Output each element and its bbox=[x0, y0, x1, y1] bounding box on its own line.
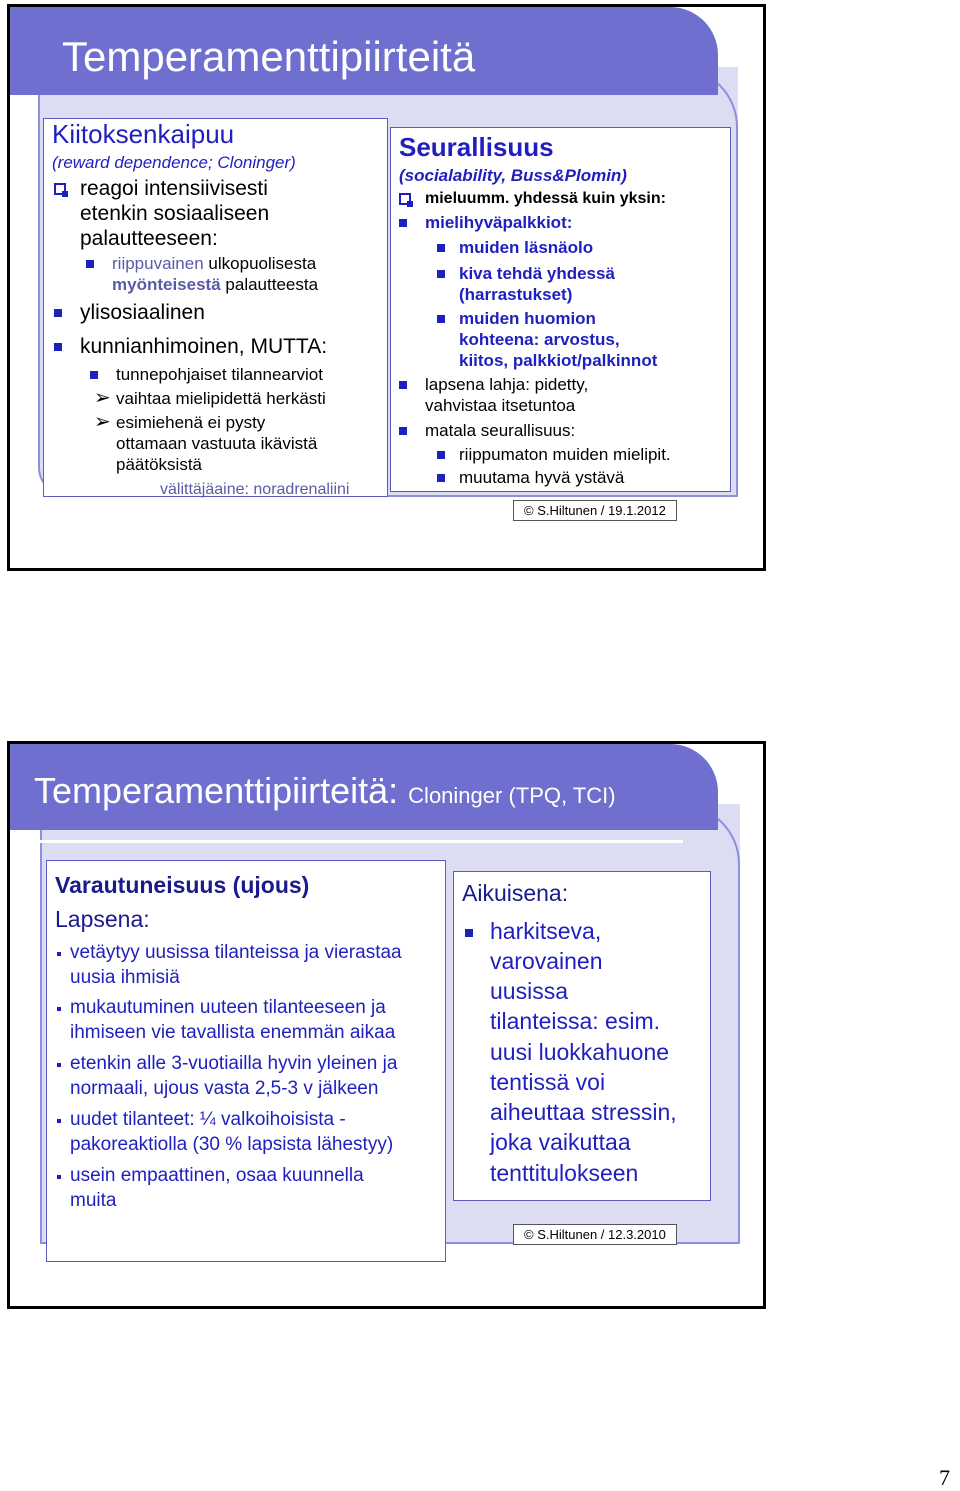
item-text: pakoreaktiolla (30 % lapsista lähestyy) bbox=[70, 1134, 394, 1155]
item-text: harkitseva, bbox=[490, 918, 602, 944]
subitem-text: myönteisestä palautteesta bbox=[112, 275, 319, 294]
item-text: mielihyväpalkkiot: bbox=[425, 213, 573, 232]
title-underline bbox=[40, 840, 683, 843]
panel-kiitoksenkaipuu bbox=[43, 118, 388, 497]
checkbox-bullet-icon bbox=[399, 193, 411, 205]
arrow-bullet-icon: ➢ bbox=[94, 411, 111, 433]
subitem-text: kohteena: arvostus, bbox=[459, 330, 620, 349]
subitem-text: päätöksistä bbox=[116, 455, 202, 474]
title-bar bbox=[10, 744, 718, 830]
item-text: joka vaikuttaa bbox=[490, 1129, 631, 1155]
item-text: uudet tilanteet: ¼ valkoihoisista - bbox=[70, 1109, 346, 1130]
panel-subheading: (reward dependence; Cloninger) bbox=[52, 153, 296, 172]
item-text: palautteeseen: bbox=[80, 227, 218, 250]
subitem-text: muiden läsnäolo bbox=[459, 238, 594, 257]
item-text: tenttitulokseen bbox=[490, 1160, 639, 1186]
item-text: mukautuminen uuteen tilanteeseen ja bbox=[70, 997, 386, 1018]
item-text: vetäytyy uusissa tilanteissa ja vierastaa bbox=[70, 942, 402, 963]
panel-subheading: (socialability, Buss&Plomin) bbox=[399, 166, 627, 185]
slide-1 bbox=[7, 4, 766, 571]
arrow-bullet-icon: ➢ bbox=[94, 387, 111, 409]
subitem-text: muiden huomion bbox=[459, 309, 596, 328]
copyright-credit: © S.Hiltunen / 19.1.2012 bbox=[513, 500, 677, 521]
subitem-text: kiitos, palkkiot/palkinnot bbox=[459, 351, 658, 370]
panel-heading: Aikuisena: bbox=[462, 880, 569, 906]
square-bullet-icon bbox=[399, 219, 407, 227]
item-text: kunnianhimoinen, MUTTA: bbox=[80, 335, 328, 358]
square-bullet-icon bbox=[437, 270, 445, 278]
item-text: varovainen bbox=[490, 948, 603, 974]
subitem-text: ottamaan vastuuta ikävistä bbox=[116, 434, 318, 453]
dash-bullet-icon bbox=[57, 1119, 61, 1123]
square-bullet-icon bbox=[54, 309, 62, 317]
panel-subheading: Lapsena: bbox=[55, 906, 150, 932]
subitem-text: muutama hyvä ystävä bbox=[459, 468, 625, 487]
item-text: reagoi intensiivisesti bbox=[80, 177, 268, 200]
panel-heading: Seurallisuus bbox=[399, 132, 554, 162]
slide-title: Temperamenttipiirteitä: Cloninger (TPQ, TCI) bbox=[34, 770, 616, 811]
square-bullet-icon bbox=[437, 474, 445, 482]
square-bullet-icon bbox=[465, 929, 473, 937]
page-number: 7 bbox=[939, 1465, 950, 1490]
slide-title: Temperamenttipiirteitä bbox=[62, 33, 476, 80]
panel-heading: Kiitoksenkaipuu bbox=[52, 119, 235, 149]
square-bullet-icon bbox=[86, 260, 94, 268]
panel-seurallisuus bbox=[390, 127, 731, 492]
subitem-text: esimiehenä ei pysty bbox=[116, 413, 266, 432]
item-text: etenkin alle 3-vuotiailla hyvin yleinen ja bbox=[70, 1053, 398, 1074]
square-bullet-icon bbox=[399, 427, 407, 435]
square-bullet-icon bbox=[437, 315, 445, 323]
item-text: ihmiseen vie tavallista enemmän aikaa bbox=[70, 1022, 396, 1043]
item-text: lapsena lahja: pidetty, bbox=[425, 375, 589, 394]
subitem-text: (harrastukset) bbox=[459, 285, 573, 304]
square-bullet-icon bbox=[54, 343, 62, 351]
item-text: uusia ihmisiä bbox=[70, 967, 180, 988]
subitem-text: riippuvainen ulkopuolisesta bbox=[112, 254, 317, 273]
slide-2 bbox=[7, 741, 766, 1309]
panel-heading: Varautuneisuus (ujous) bbox=[55, 872, 310, 898]
dash-bullet-icon bbox=[57, 952, 61, 956]
item-text: tilanteissa: esim. bbox=[490, 1008, 661, 1034]
item-text: normaali, ujous vasta 2,5-3 v jälkeen bbox=[70, 1078, 379, 1099]
item-text: usein empaattinen, osaa kuunnella bbox=[70, 1165, 364, 1186]
title-bar bbox=[10, 7, 718, 95]
panel-aikuisena bbox=[453, 871, 711, 1201]
panel-varautuneisuus bbox=[46, 860, 446, 1262]
item-text: tentissä voi bbox=[490, 1069, 606, 1095]
dash-bullet-icon bbox=[57, 1007, 61, 1011]
subitem-text: tunnepohjaiset tilannearviot bbox=[116, 365, 323, 384]
item-text: muita bbox=[70, 1190, 117, 1211]
item-text: ylisosiaalinen bbox=[80, 301, 205, 324]
item-text: matala seurallisuus: bbox=[425, 421, 576, 440]
item-text: etenkin sosiaaliseen bbox=[80, 202, 270, 225]
transmitter-note: välittäjäaine: noradrenaliini bbox=[160, 481, 350, 498]
subitem-text: riippumaton muiden mielipit. bbox=[459, 445, 671, 464]
square-bullet-icon bbox=[437, 244, 445, 252]
square-bullet-icon bbox=[437, 451, 445, 459]
dash-bullet-icon bbox=[57, 1175, 61, 1179]
subitem-text: vaihtaa mielipidettä herkästi bbox=[116, 389, 326, 408]
item-text: uusissa bbox=[490, 978, 568, 1004]
subitem-text: kiva tehdä yhdessä bbox=[459, 264, 615, 283]
item-text: aiheuttaa stressin, bbox=[490, 1099, 677, 1125]
item-text: mieluumm. yhdessä kuin yksin: bbox=[425, 190, 666, 207]
dash-bullet-icon bbox=[57, 1063, 61, 1067]
copyright-credit: © S.Hiltunen / 12.3.2010 bbox=[513, 1224, 677, 1245]
item-text: uusi luokkahuone bbox=[490, 1039, 670, 1065]
checkbox-bullet-icon bbox=[54, 183, 66, 195]
item-text: vahvistaa itsetuntoa bbox=[425, 396, 576, 415]
square-bullet-icon bbox=[399, 381, 407, 389]
square-bullet-icon bbox=[90, 371, 98, 379]
